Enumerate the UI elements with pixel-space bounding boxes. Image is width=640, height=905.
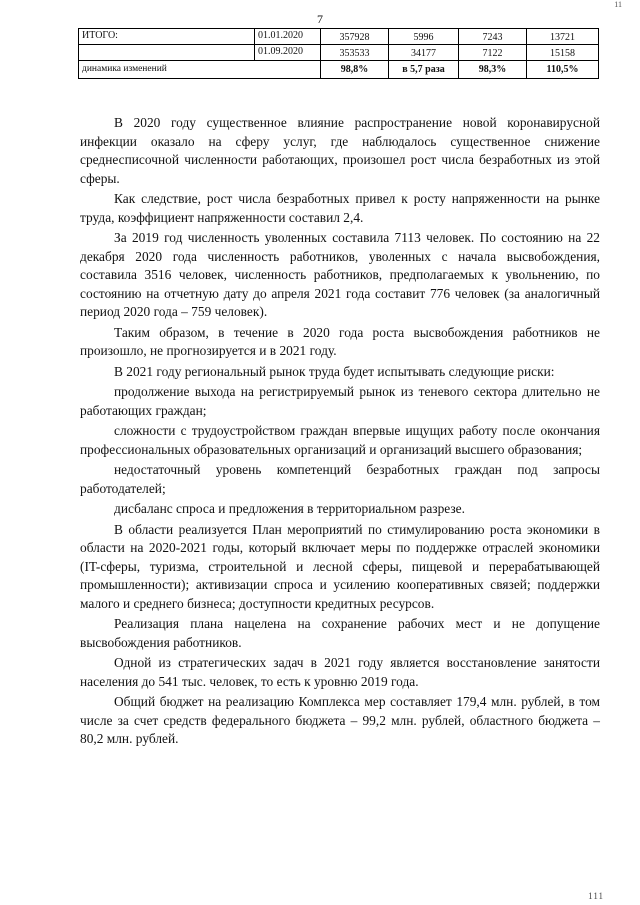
row-date: 01.01.2020 (255, 29, 321, 45)
paragraph: За 2019 год численность уволенных составила 7113 человек. По состоянию на 22 декабря 2020 года численность работников, уволенных с начала высвобождения, составила 3516 человек, численность работников, предполагаемых к увольнению, по состоянию на отчетную дату до апреля 2021 года составит 776 человек (за аналогичный период 2020 года – 759 человек). (80, 230, 600, 319)
table-cell: 34177 (389, 45, 459, 61)
paragraph: Одной из стратегических задач в 2021 году является восстановление занятости населения до 541 тыс. человек, то есть к уровню 2019 года. (80, 655, 600, 689)
risk-item: сложности с трудоустройством граждан впервые ищущих работу после окончания профессиональных образовательных организаций и организаций высшего образования; (80, 423, 600, 457)
page-number: 7 (317, 12, 323, 26)
row-date: 01.09.2020 (255, 45, 321, 61)
statistics-table (78, 28, 599, 79)
row-label: ИТОГО: (79, 29, 255, 45)
table-cell: 7243 (459, 29, 527, 45)
table-cell: 13721 (527, 29, 599, 45)
paragraph: Общий бюджет на реализацию Комплекса мер составляет 179,4 млн. рублей, в том числе за счет средств федерального бюджета – 99,2 млн. рублей, областного бюджета – 80,2 млн. рублей. (80, 694, 600, 746)
table-cell: 15158 (527, 45, 599, 61)
paragraph: Как следствие, рост числа безработных привел к росту напряженности на рынке труда, коэффициент напряженности составил 2,4. (80, 191, 600, 225)
risk-item: недостаточный уровень компетенций безработных граждан под запросы работодателей; (80, 462, 600, 496)
table-cell: 357928 (321, 29, 389, 45)
table-row (79, 45, 599, 61)
row-label (79, 45, 255, 61)
body-text (80, 114, 600, 751)
table-row (79, 29, 599, 45)
paragraph: Таким образом, в течение в 2020 года роста высвобождения работников не произошло, не прогнозируется и в 2021 году. (80, 324, 600, 358)
footer-mark: 111 (588, 891, 604, 901)
table-cell: 353533 (321, 45, 389, 61)
summary-row (79, 61, 599, 79)
summary-label: динамика изменений (79, 61, 321, 79)
summary-cell: 98,8% (321, 61, 389, 79)
summary-cell: в 5,7 раза (389, 61, 459, 79)
summary-cell: 98,3% (459, 61, 527, 79)
paragraph: В 2021 году региональный рынок труда будет испытывать следующие риски: (114, 363, 555, 379)
summary-cell: 110,5% (527, 61, 599, 79)
risk-item: продолжение выхода на регистрируемый рынок из теневого сектора длительно не работающих граждан; (80, 384, 600, 418)
risk-item: дисбаланс спроса и предложения в территориальном разрезе. (114, 501, 465, 516)
paragraph: Реализация плана нацелена на сохранение рабочих мест и не допущение высвобождения работников. (80, 616, 600, 650)
paragraph: В области реализуется План мероприятий по стимулированию роста экономики в области на 2020-2021 годы, который включает меры по поддержке отраслей экономики (IT-сферы, туризма, строительной и лесной сферы, пищевой и перерабатывающей промышленности); активизации спроса и усилению кооперативных связей; поддержки малого и среднего бизнеса; доступности кредитных ресурсов. (80, 521, 600, 611)
table-cell: 7122 (459, 45, 527, 61)
table-cell: 5996 (389, 29, 459, 45)
corner-mark: 11 (614, 0, 622, 9)
paragraph: В 2020 году существенное влияние распространение новой коронавирусной инфекции оказало на сферу услуг, где наблюдалось существенное снижение среднесписочной численности работающих, произошел рост числа безработных из этой сферы. (80, 115, 600, 186)
